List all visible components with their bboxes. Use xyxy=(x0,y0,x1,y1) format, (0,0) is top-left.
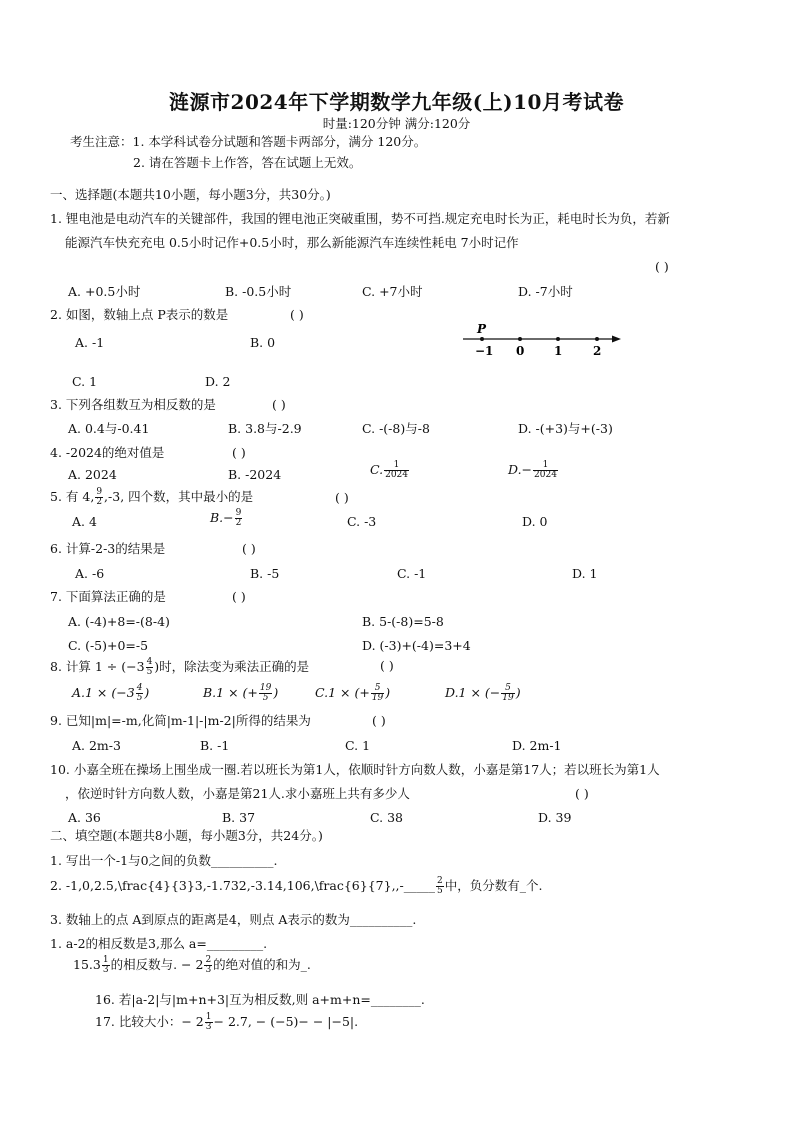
q7-option-d: D. (-3)+(-4)=3+4 xyxy=(362,638,471,653)
q3-option-a: A. 0.4与-0.41 xyxy=(68,421,150,436)
fill-3: 3. 数轴上的点 A到原点的距离是4，则点 A表示的数为__________. xyxy=(50,912,417,927)
q5-option-d: D. 0 xyxy=(522,514,548,529)
q8-a-numerator: 4 xyxy=(136,683,143,693)
q7-option-b: B. 5-(-8)=5-8 xyxy=(362,614,444,629)
fill-2-start: 2. -1,0,2.5,\frac{4}{3}3,-1.732,-3.14,106,\frac{6}{7},,-_____ xyxy=(50,878,435,893)
q1-stem-line1: 1. 锂电池是电动汽车的关键部件，我国的锂电池正突破重围，势不可挡.规定充电时长为正，耗电时长为负，若新 xyxy=(50,211,670,226)
q8-b-fraction xyxy=(259,684,272,703)
q5-option-b-letter: B.− xyxy=(210,510,234,525)
q10-stem-line2: ，依逆时针方向数人数，小嘉是第21人.求小嘉班上共有多少人 xyxy=(65,786,410,801)
q3-option-d: D. -(+3)与+(-3) xyxy=(518,421,613,436)
number-line-arrow xyxy=(612,336,621,343)
q5-stem-numerator: 9 xyxy=(96,487,103,497)
point-0 xyxy=(518,337,522,341)
q5-option-b-fraction xyxy=(235,509,243,528)
q2-option-a: A. -1 xyxy=(75,335,105,350)
q5-option-c: C. -3 xyxy=(347,514,377,529)
q4-c-denominator: 2024 xyxy=(385,470,408,480)
q3-option-c: C. -(-8)与-8 xyxy=(362,421,430,436)
q8-a-start: A.1 × (−3 xyxy=(72,685,135,700)
q4-d-denominator: 2024 xyxy=(534,470,557,480)
q8-d-numerator: 5 xyxy=(501,684,514,694)
q4-option-d-letter: D.− xyxy=(508,462,533,477)
q7-option-c: C. (-5)+0=-5 xyxy=(68,638,149,653)
q9-option-a: A. 2m-3 xyxy=(72,738,121,753)
q3-option-b: B. 3.8与-2.9 xyxy=(228,421,302,436)
q5-stem-fraction xyxy=(95,488,103,507)
q8-option-c xyxy=(315,684,390,703)
q9-option-b: B. -1 xyxy=(200,738,230,753)
q8-c-numerator: 5 xyxy=(371,684,384,694)
q5-option-a: A. 4 xyxy=(72,514,97,529)
fill-2-end: 中，负分数有_个. xyxy=(444,878,543,893)
q9-answer-paren: ( ) xyxy=(372,713,386,728)
q6-option-b: B. -5 xyxy=(250,566,280,581)
fill-7-numerator: 1 xyxy=(205,1012,212,1022)
fill-5-fraction-1 xyxy=(102,956,110,975)
q8-stem-denominator: 5 xyxy=(146,667,153,677)
fill-7-denominator: 3 xyxy=(205,1022,212,1032)
fill-5-numerator-2: 2 xyxy=(205,955,212,965)
fill-2 xyxy=(50,877,542,896)
section-2-heading: 二、填空题(本题共8小题，每小题3分，共24分。) xyxy=(50,828,323,843)
q1-stem-line2: 能源汽车快充充电 0.5小时记作+0.5小时，那么新能源汽车连续性耗电 7小时记作 xyxy=(65,235,519,250)
q8-b-numerator: 19 xyxy=(259,683,272,693)
q4-option-c xyxy=(370,461,410,480)
q10-option-c: C. 38 xyxy=(370,810,403,825)
q10-stem-line1: 10. 小嘉全班在操场上围坐成一圈.若以班长为第1人，依顺时针方向数人数，小嘉是第17人；若以班长为第1人 xyxy=(50,762,660,777)
q2-option-d: D. 2 xyxy=(205,374,231,389)
fill-2-denominator: 5 xyxy=(437,886,443,896)
q8-stem-numerator: 4 xyxy=(146,657,153,667)
fill-5-numerator-1: 1 xyxy=(102,955,109,965)
q8-option-a xyxy=(72,684,149,703)
number-line-figure xyxy=(455,322,630,362)
q8-c-start: C.1 × (+ xyxy=(315,685,370,700)
q6-option-a: A. -6 xyxy=(75,566,105,581)
q4-answer-paren: ( ) xyxy=(232,445,246,460)
q9-option-d: D. 2m-1 xyxy=(512,738,562,753)
fill-7-fraction xyxy=(205,1013,213,1032)
q1-answer-paren: ( ) xyxy=(655,259,669,274)
q2-stem: 2. 如图，数轴上点 P表示的数是 xyxy=(50,307,229,322)
q1-option-b: B. -0.5小时 xyxy=(225,284,292,299)
fill-5 xyxy=(73,956,311,975)
fill-4: 1. a-2的相反数是3,那么 a=_________. xyxy=(50,936,268,951)
point-p xyxy=(480,337,484,341)
q8-option-d xyxy=(445,684,521,703)
q8-answer-paren: ( ) xyxy=(380,658,394,673)
tick-label-2: 2 xyxy=(593,344,602,358)
q1-option-a: A. +0.5小时 xyxy=(68,284,141,299)
q8-stem-fraction xyxy=(146,658,154,677)
q5-stem-start: 5. 有 4, xyxy=(50,489,95,504)
q3-stem: 3. 下列各组数互为相反数的是 xyxy=(50,397,216,412)
fill-7 xyxy=(95,1013,358,1032)
fill-5-fraction-2 xyxy=(204,956,212,975)
fill-5-denominator-1: 3 xyxy=(102,965,109,975)
q8-b-start: B.1 × (+ xyxy=(203,685,258,700)
q6-stem: 6. 计算-2-3的结果是 xyxy=(50,541,166,556)
q4-c-numerator: 1 xyxy=(384,461,409,471)
q5-stem-denominator: 2 xyxy=(96,497,103,507)
section-1-heading: 一、选择题(本题共10小题，每小题3分，共30分。) xyxy=(50,187,331,202)
notice-line-2: 2. 请在答题卡上作答，答在试题上无效。 xyxy=(133,155,362,170)
q8-stem-end: )时，除法变为乘法正确的是 xyxy=(154,659,310,674)
q7-option-a: A. (-4)+8=-(8-4) xyxy=(68,614,170,629)
q4-option-d-fraction xyxy=(533,461,558,480)
fill-5-denominator-2: 3 xyxy=(205,965,212,975)
q8-b-denominator: 5 xyxy=(262,693,269,703)
q8-a-denominator: 5 xyxy=(136,693,143,703)
q10-option-b: B. 37 xyxy=(222,810,256,825)
q6-answer-paren: ( ) xyxy=(242,541,256,556)
q4-option-b: B. -2024 xyxy=(228,467,282,482)
q5-option-b xyxy=(210,509,243,528)
q1-option-d: D. -7小时 xyxy=(518,284,573,299)
q5-stem-end: ,-3, 四个数，其中最小的是 xyxy=(104,489,254,504)
q4-d-numerator: 1 xyxy=(533,461,558,471)
q4-option-c-fraction xyxy=(384,461,409,480)
q2-answer-paren: ( ) xyxy=(290,307,304,322)
q10-option-a: A. 36 xyxy=(68,810,101,825)
q7-answer-paren: ( ) xyxy=(232,589,246,604)
q8-c-end: ) xyxy=(385,685,391,700)
tick-label-0: 0 xyxy=(516,344,525,358)
q6-option-d: D. 1 xyxy=(572,566,598,581)
q8-a-fraction xyxy=(136,684,144,703)
q8-d-end: ) xyxy=(515,685,521,700)
fill-6: 16. 若|a-2|与|m+n+3|互为相反数,则 a+m+n=________. xyxy=(95,992,425,1007)
q8-d-denominator: 19 xyxy=(502,693,514,703)
q8-d-fraction xyxy=(501,684,514,703)
fill-7-end: − 2.7, − (−5)− − |−5|. xyxy=(213,1014,359,1029)
q10-option-d: D. 39 xyxy=(538,810,572,825)
page-title: 涟源市2024年下学期数学九年级(上)10月考试卷 xyxy=(169,90,624,114)
q4-option-d xyxy=(508,461,559,480)
q8-option-b xyxy=(203,684,278,703)
point-1 xyxy=(556,337,560,341)
q2-option-c: C. 1 xyxy=(72,374,98,389)
q8-stem xyxy=(50,658,309,677)
fill-5-start: 15.3 xyxy=(73,957,101,972)
notice-line-1: 考生注意：1. 本学科试卷分试题和答题卡两部分，满分 120分。 xyxy=(70,134,427,149)
q1-option-c: C. +7小时 xyxy=(362,284,423,299)
q5-stem xyxy=(50,488,253,507)
q9-option-c: C. 1 xyxy=(345,738,371,753)
tick-label-neg1: −1 xyxy=(475,344,494,358)
q8-b-end: ) xyxy=(273,685,279,700)
q8-a-end: ) xyxy=(144,685,150,700)
q8-c-denominator: 19 xyxy=(371,693,384,703)
q2-option-b: B. 0 xyxy=(250,335,276,350)
point-2 xyxy=(595,337,599,341)
q4-option-a: A. 2024 xyxy=(68,467,117,482)
point-p-label: P xyxy=(477,322,487,336)
q8-d-start: D.1 × (− xyxy=(445,685,501,700)
q8-c-fraction xyxy=(371,684,384,703)
q7-stem: 7. 下面算法正确的是 xyxy=(50,589,166,604)
q4-stem: 4. -2024的绝对值是 xyxy=(50,445,165,460)
fill-5-middle: 的相反数与. − 2 xyxy=(110,957,204,972)
fill-7-start: 17. 比较大小：− 2 xyxy=(95,1014,204,1029)
fill-2-fraction xyxy=(436,877,444,896)
q6-option-c: C. -1 xyxy=(397,566,427,581)
q10-answer-paren: ( ) xyxy=(575,786,589,801)
fill-2-numerator: 2 xyxy=(437,876,443,886)
exam-info: 时量:120分钟 满分:120分 xyxy=(322,116,471,131)
q5-b-numerator: 9 xyxy=(235,508,242,518)
fill-5-end: 的绝对值的和为_. xyxy=(213,957,311,972)
q5-answer-paren: ( ) xyxy=(335,490,349,505)
q4-option-c-letter: C. xyxy=(370,462,384,477)
q3-answer-paren: ( ) xyxy=(272,397,286,412)
q8-stem-start: 8. 计算 1 ÷ (−3 xyxy=(50,659,145,674)
q9-stem: 9. 已知|m|=-m,化简|m-1|-|m-2|所得的结果为 xyxy=(50,713,311,728)
q5-b-denominator: 2 xyxy=(235,518,242,528)
fill-1: 1. 写出一个-1与0之间的负数__________. xyxy=(50,853,278,868)
tick-label-1: 1 xyxy=(554,344,563,358)
